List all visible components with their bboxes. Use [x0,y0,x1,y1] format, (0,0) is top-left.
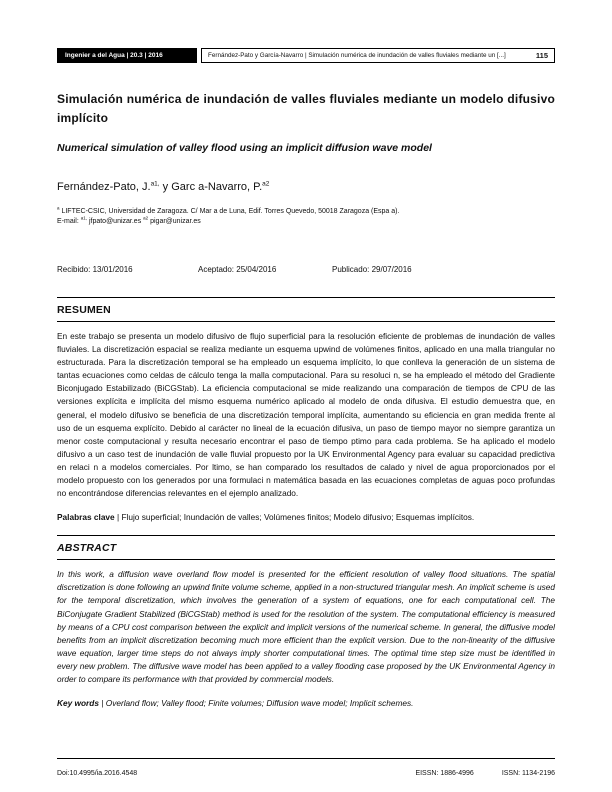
key-words-label: Key words [57,698,99,709]
article-title-spanish: Simulación numérica de inundación de valles fluviales mediante un modelo difusivo implícito [57,92,555,125]
affiliation-block [57,207,555,227]
email-1: jfpato@unizar.es [87,218,144,225]
palabras-clave-label: Palabras clave [57,512,115,523]
running-header [57,48,555,63]
authors-line [57,181,555,194]
resumen-heading: RESUMEN [57,304,111,316]
article-title-english: Numerical simulation of valley flood using an implicit diffusion wave model [57,142,432,154]
issn-group [415,769,555,778]
affiliation-mark: a [57,205,60,211]
author-2: Garc a-Navarro, P. [171,181,263,193]
running-title: Fernández-Pato y García-Navarro | Simulación numérica de inundación de valles fluviales mediante un [...] [208,52,506,59]
email-label: E-mail: [57,218,81,225]
abstract-heading: ABSTRACT [57,542,117,555]
email-1-mark: a1, [80,215,87,221]
page-footer [57,758,555,778]
footer-row [57,769,555,778]
author-2-affiliation-mark: a2 [262,180,270,188]
email-2: pigar@unizar.es [148,218,201,225]
resumen-body: En este trabajo se presenta un modelo difusivo de flujo superficial para la resolución eficiente de problemas de inundación de valles fluviales. La discretización espacial se realiza mediante un esquema upwind de volúmenes finitos, aplicado en una malla triangular no estructurada. Para la discretización temporal se ha empleado un esquema implícito, lo que conlleva la generación de un sistema de tantas ecuaciones como celdas de cálculo tenga la malla computacional. Para su resoluci n, se ha empleado el método del Gradiente Biconjugado Estabilizado (BiCGStab). La eficiencia computacional se mide realizando una comparación de tiempos de CPU de las versiones explícita e implícita del mismo esquema numérico aplicado al modelo de onda difusiva. El estudio demuestra que, en general, el modelo difusivo se beneficia de una discretización temporal implícita, aumentando su eficiencia en gran medida frente al uso de un esquema explícito. Debido al carácter no lineal de la ecuación difusiva, un paso de tiempo mayor no siempre garantiza un menor coste computacional y resulta necesario encontrar el paso de tiempo ptimo para cada problema. Se ha aplicado el modelo difusivo a un caso test de inundación de valle fluvial propuesto por la UK Environmental Agency para evaluar su capacidad predictiva en relaci n a modelos comerciales. Por ltimo, se han comparado los resultados de calado y nivel de agua proporcionados por el modelo propuesto con los generados por una formulaci n matemática basada en las ecuaciones completas de aguas poco profundas no encontrándose diferencias relevantes en el ejemplo analizado. [57,331,555,499]
page-content [0,90,612,710]
affiliation-text: LIFTEC-CSIC, Universidad de Zaragoza. C/ Mar a de Luna, Edif. Torres Quevedo, 50018 Zaragoza (Espa a). [59,208,400,215]
date-published: Publicado: 29/07/2016 [332,265,412,274]
resumen-heading-rule [57,321,555,322]
palabras-clave-line [57,511,555,524]
palabras-clave-text: Flujo superficial; Inundación de valles; Volúmenes finitos; Modelo difusivo; Esquemas implícitos. [121,512,475,523]
issn-text: ISSN: 1134-2196 [501,770,555,777]
key-words-text: Overland flow; Valley flood; Finite volumes; Diffusion wave model; Implicit schemes. [105,698,414,709]
palabras-clave-separator: | [114,512,122,523]
date-received: Recibido: 13/01/2016 [57,265,133,274]
article-dates [57,265,555,275]
eissn-text: EISSN: 1886-4996 [415,770,474,777]
abstract-body: In this work, a diffusion wave overland flow model is presented for the efficient resolution of valley flood situations. The spatial discretization is done following an upwind finite volume scheme, applied in a non-structured triangular mesh. An implicit scheme is used for the temporal discretization, which involves the generation of a system of equations, one for each computational cell. The BiConjugate Gradient Stabilized (BiCGStab) method is used for the resolution of the system. The computational efficiency is measured by means of a CPU cost comparison between the explicit and implicit versions of the numerical scheme. In general, the diffusive model benefits from an implicit discretization becoming much more efficient than the explicit version. Due to the non-linearity of the diffusive wave equation, larger time steps do not always imply shorter computational times. The optimal time step size must be identified in every new problem. The diffusive wave model has been applied to a valley flooding case proposed by the UK Environmental Agency in order to compare its performance with that provided by commercial models. [57,569,555,684]
abstract-heading-rule [57,559,555,560]
doi-text: Doi:10.4995/ia.2016.4548 [57,770,138,777]
key-words-line [57,697,555,710]
author-1-affiliation-mark: a1, [150,180,160,188]
key-words-separator: | [98,698,106,709]
email-2-mark: a2 [143,215,149,221]
authors-connector: y [159,181,172,193]
author-1: Fernández-Pato, J. [57,181,151,193]
journal-banner-text: Ingenier a del Agua | 20.3 | 2016 [65,52,163,59]
date-accepted: Aceptado: 25/04/2016 [198,265,277,274]
running-title-box [201,48,555,63]
page-number: 115 [535,51,548,60]
footer-rule [57,758,555,759]
journal-banner [57,48,197,63]
